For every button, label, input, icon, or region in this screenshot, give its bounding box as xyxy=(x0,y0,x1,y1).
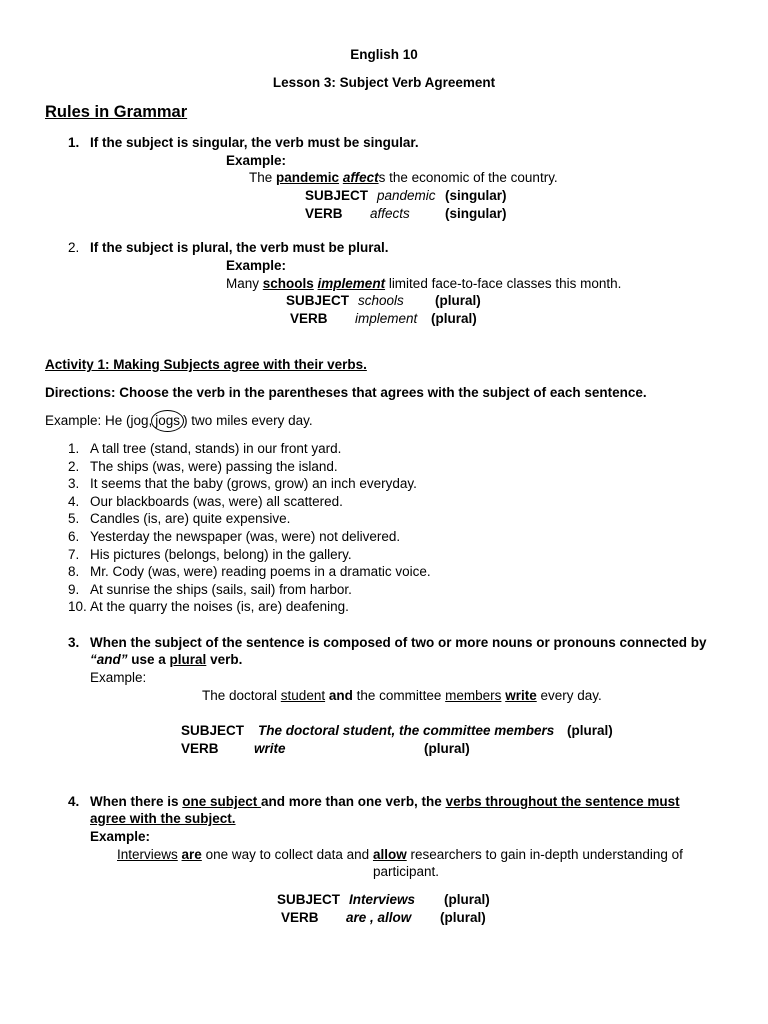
activity-item: Mr. Cody (was, were) reading poems in a dramatic voice. xyxy=(90,564,431,579)
activity-item-number: 5. xyxy=(68,511,80,526)
rule4-example-label: Example: xyxy=(90,829,151,844)
activity-item-number: 9. xyxy=(68,582,80,597)
activity-item: The ships (was, were) passing the island. xyxy=(90,459,338,474)
activity-item-number: 4. xyxy=(68,494,80,509)
activity-example: Example: He (jog, jogs ) two miles every day. xyxy=(45,413,313,429)
rule1-example-sentence: The pandemic affects the economic of the country. xyxy=(249,170,558,185)
activity-item-number: 10. xyxy=(68,599,87,614)
rule1-verb-tag: (singular) xyxy=(445,206,507,221)
activity-item-number: 3. xyxy=(68,476,80,491)
activity-item: A tall tree (stand, stands) in our front yard. xyxy=(90,441,342,456)
rule2-verb-label: VERB xyxy=(290,311,328,326)
rule3-text-line1: When the subject of the sentence is composed of two or more nouns or pronouns connected by xyxy=(90,635,707,650)
rule2-verb-value: implement xyxy=(355,311,418,326)
rule3-example-sentence: The doctoral student and the committee members write every day. xyxy=(202,688,602,703)
rule3-verb-tag: (plural) xyxy=(424,741,470,756)
rule2-text: If the subject is plural, the verb must be plural. xyxy=(90,240,389,255)
rule3-verb-label: VERB xyxy=(181,741,219,756)
activity-directions: Directions: Choose the verb in the parentheses that agrees with the subject of each sentence. xyxy=(45,385,647,400)
rule1-number: 1. xyxy=(68,135,80,150)
activity-item-number: 6. xyxy=(68,529,80,544)
activity-item: Candles (is, are) quite expensive. xyxy=(90,511,291,526)
rule3-text-line2: “and” use a plural verb. xyxy=(90,652,243,667)
activity-item-number: 1. xyxy=(68,441,80,456)
rule4-example-sentence-line2: participant. xyxy=(373,864,440,879)
rule1-example-label: Example: xyxy=(226,153,287,168)
rule4-text-line2: agree with the subject. xyxy=(90,811,236,826)
rule2-example-label: Example: xyxy=(226,258,287,273)
activity-item: It seems that the baby (grows, grow) an inch everyday. xyxy=(90,476,417,491)
rule1-text: If the subject is singular, the verb must be singular. xyxy=(90,135,419,150)
rule1-verb-label: VERB xyxy=(305,206,343,221)
rule3-verb-value: write xyxy=(254,741,286,756)
rule2-number: 2. xyxy=(68,240,80,255)
activity-item-number: 7. xyxy=(68,547,80,562)
rule1-subject-tag: (singular) xyxy=(445,188,507,203)
rule4-text-line1: When there is one subject and more than one verb, the verbs throughout the sentence must xyxy=(90,794,680,809)
rule3-subject-tag: (plural) xyxy=(567,723,613,738)
circled-answer: jogs xyxy=(151,410,184,432)
activity-item: At sunrise the ships (sails, sail) from harbor. xyxy=(90,582,352,597)
rule1-subject-label: SUBJECT xyxy=(305,188,369,203)
rule4-verb-label: VERB xyxy=(281,910,319,925)
activity-item: Our blackboards (was, were) all scattered. xyxy=(90,494,343,509)
rule1-verb-value: affects xyxy=(370,206,410,221)
rule4-example-sentence: Interviews are one way to collect data and allow researchers to gain in-depth understanding of xyxy=(117,847,683,862)
rule4-subject-label: SUBJECT xyxy=(277,892,341,907)
rule2-subject-value: schools xyxy=(358,293,404,308)
activity-item-number: 8. xyxy=(68,564,80,579)
rule3-number: 3. xyxy=(68,635,80,650)
section-title: Rules in Grammar xyxy=(45,103,188,121)
rule2-subject-label: SUBJECT xyxy=(286,293,350,308)
rule2-subject-tag: (plural) xyxy=(435,293,481,308)
activity-item: His pictures (belongs, belong) in the gallery. xyxy=(90,547,352,562)
activity-item: Yesterday the newspaper (was, were) not delivered. xyxy=(90,529,401,544)
rule4-subject-tag: (plural) xyxy=(444,892,490,907)
rule4-verb-value: are , allow xyxy=(346,910,412,925)
rule4-number: 4. xyxy=(68,794,80,809)
rule4-subject-value: Interviews xyxy=(349,892,416,907)
rule2-example-sentence: Many schools implement limited face-to-face classes this month. xyxy=(226,276,622,291)
activity-item: At the quarry the noises (is, are) deafening. xyxy=(90,599,349,614)
rule3-subject-label: SUBJECT xyxy=(181,723,245,738)
rule1-subject-value: pandemic xyxy=(377,188,436,203)
rule2-verb-tag: (plural) xyxy=(431,311,477,326)
rule4-verb-tag: (plural) xyxy=(440,910,486,925)
course-title: English 10 xyxy=(350,47,418,62)
activity-item-number: 2. xyxy=(68,459,80,474)
rule3-example-label: Example: xyxy=(90,670,147,685)
lesson-title: Lesson 3: Subject Verb Agreement xyxy=(272,75,496,90)
activity-title: Activity 1: Making Subjects agree with their verbs. xyxy=(45,357,367,372)
rule3-subject-value: The doctoral student, the committee members xyxy=(258,723,555,738)
